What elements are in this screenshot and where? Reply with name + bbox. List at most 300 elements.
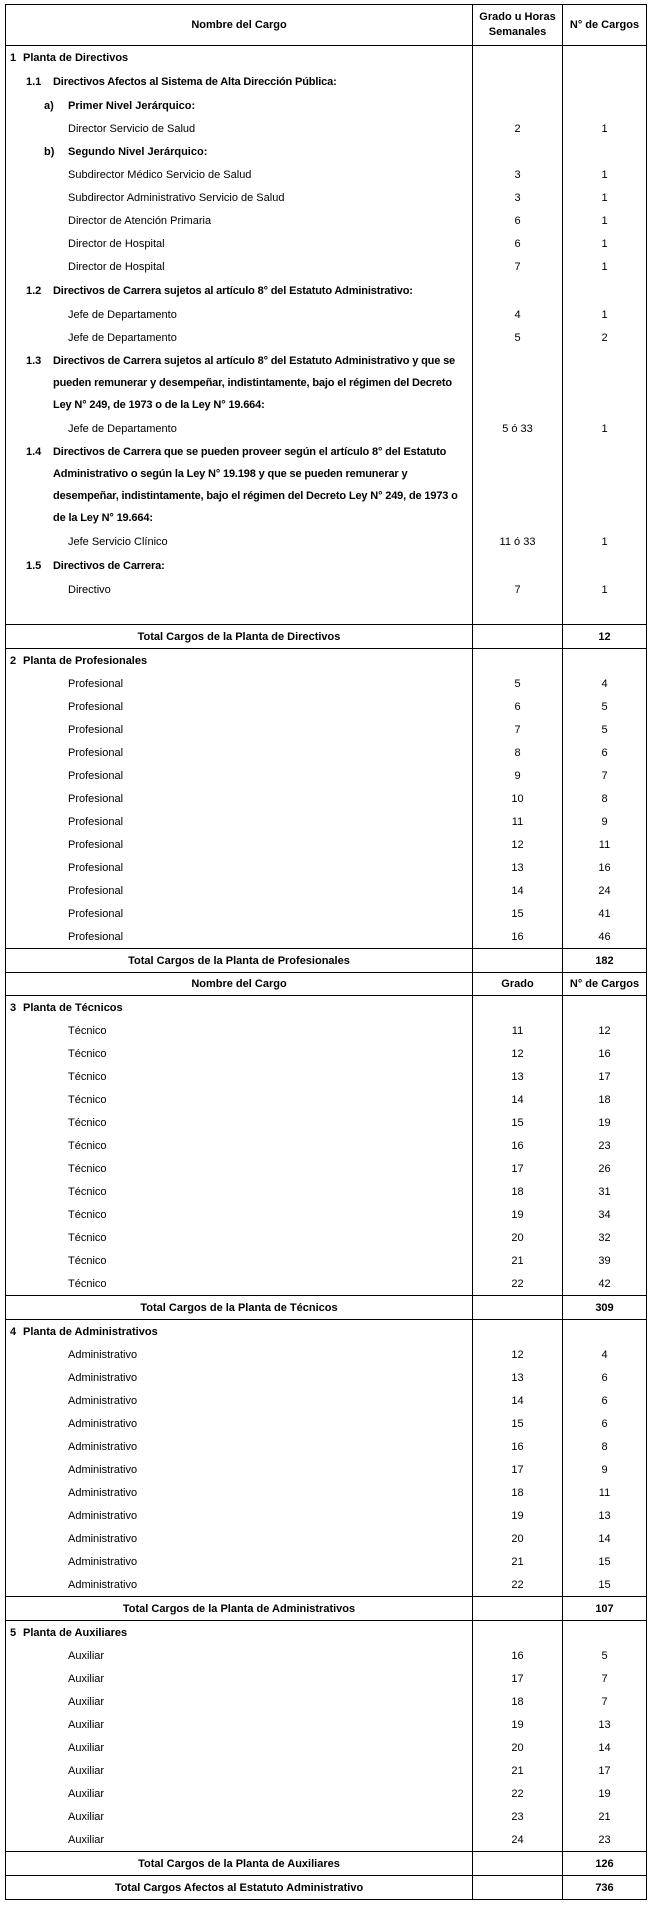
cargo-name: Auxiliar <box>6 1713 473 1736</box>
grado-value: 6 <box>473 232 563 255</box>
grado-value: 12 <box>473 833 563 856</box>
grado-value: 16 <box>473 1435 563 1458</box>
ncargos-value: 6 <box>563 1389 647 1412</box>
cargo-name: Director de Hospital <box>6 232 473 255</box>
heading-number: 1.2 <box>26 284 42 297</box>
ncargos-value: 5 <box>563 718 647 741</box>
ncargos-value: 17 <box>563 1065 647 1088</box>
empty-cell <box>563 278 647 303</box>
subsection-row <box>6 278 647 303</box>
empty-cell <box>473 1621 563 1645</box>
grado-value: 21 <box>473 1759 563 1782</box>
item-row <box>6 672 647 695</box>
grado-value: 22 <box>473 1782 563 1805</box>
staffing-table <box>5 4 647 1900</box>
subsection-row <box>6 553 647 578</box>
empty-cell <box>473 996 563 1020</box>
blank-cell <box>473 601 563 625</box>
cargo-name: Profesional <box>6 856 473 879</box>
item-row <box>6 1458 647 1481</box>
item-row <box>6 1203 647 1226</box>
ncargos-value: 1 <box>563 232 647 255</box>
heading-label: Directivos Afectos al Sistema de Alta Dirección Pública: <box>53 75 337 88</box>
grado-value: 13 <box>473 1366 563 1389</box>
total-label: Total Cargos de la Planta de Directivos <box>6 625 473 649</box>
item-row <box>6 833 647 856</box>
total-value: 182 <box>563 949 647 973</box>
item-row <box>6 1550 647 1573</box>
blank-cell <box>563 601 647 625</box>
grado-value: 5 <box>473 326 563 349</box>
cargo-name: Auxiliar <box>6 1828 473 1852</box>
cargo-name: Subdirector Administrativo Servicio de Salud <box>6 186 473 209</box>
heading-label: Segundo Nivel Jerárquico: <box>68 145 208 158</box>
ncargos-value: 16 <box>563 856 647 879</box>
cargo-name: Auxiliar <box>6 1690 473 1713</box>
heading-cell <box>6 278 473 303</box>
cargo-name: Director de Hospital <box>6 255 473 278</box>
item-row <box>6 578 647 601</box>
grado-value: 11 <box>473 810 563 833</box>
empty-cell <box>563 69 647 94</box>
item-row <box>6 1042 647 1065</box>
empty-cell <box>473 278 563 303</box>
heading-wrap <box>10 47 472 69</box>
empty-cell <box>563 1320 647 1344</box>
item-row <box>6 1667 647 1690</box>
ncargos-value: 41 <box>563 902 647 925</box>
ncargos-value: 24 <box>563 879 647 902</box>
cargo-name: Técnico <box>6 1065 473 1088</box>
heading-number: 3 <box>10 1001 17 1014</box>
grado-value: 6 <box>473 209 563 232</box>
ncargos-value: 11 <box>563 833 647 856</box>
grado-value: 19 <box>473 1504 563 1527</box>
total-value: 126 <box>563 1852 647 1876</box>
heading-wrap <box>10 997 472 1019</box>
grado-value: 24 <box>473 1828 563 1852</box>
grado-value: 7 <box>473 718 563 741</box>
item-row <box>6 1573 647 1597</box>
heading-cell <box>6 46 473 70</box>
heading-number: 1.3 <box>26 355 42 367</box>
grado-value: 5 ó 33 <box>473 417 563 440</box>
empty-cell <box>563 649 647 673</box>
total-grado-cell <box>473 949 563 973</box>
ncargos-value: 17 <box>563 1759 647 1782</box>
ncargos-value: 9 <box>563 1458 647 1481</box>
cargo-name: Profesional <box>6 879 473 902</box>
cargo-name: Profesional <box>6 718 473 741</box>
col-header-nombre <box>6 5 473 46</box>
ncargos-value: 9 <box>563 810 647 833</box>
heading-cell <box>6 349 473 417</box>
subsection-row <box>6 69 647 94</box>
total-row <box>6 1852 647 1876</box>
cargo-name: Técnico <box>6 1088 473 1111</box>
total-grado-cell <box>473 1296 563 1320</box>
grado-value: 18 <box>473 1481 563 1504</box>
heading-label: Planta de Profesionales <box>23 654 148 667</box>
cargo-name: Administrativo <box>6 1550 473 1573</box>
grado-value: 14 <box>473 1389 563 1412</box>
total-label: Total Cargos Afectos al Estatuto Administrativo <box>6 1876 473 1900</box>
item-row <box>6 303 647 326</box>
heading-label: Planta de Técnicos <box>23 1001 123 1014</box>
ncargos-value: 7 <box>563 764 647 787</box>
subsection-row <box>6 440 647 530</box>
cargo-name: Subdirector Médico Servicio de Salud <box>6 163 473 186</box>
grado-value: 13 <box>473 1065 563 1088</box>
spacer-row <box>6 601 647 625</box>
empty-cell <box>563 46 647 70</box>
ncargos-value: 14 <box>563 1527 647 1550</box>
cargo-name: Profesional <box>6 741 473 764</box>
ncargos-value: 31 <box>563 1180 647 1203</box>
grado-value: 18 <box>473 1690 563 1713</box>
empty-cell <box>473 140 563 163</box>
grado-value: 11 ó 33 <box>473 530 563 553</box>
heading-wrap <box>26 441 472 529</box>
heading-label: Directivos de Carrera sujetos al artículo 8° del Estatuto Administrativo y que se pueden remunerar y desempeñar, indistintamente, bajo el régimen del Decreto Ley N° 249, de 1973 o de la Ley N° 19.664: <box>53 355 456 411</box>
grado-value: 15 <box>473 1412 563 1435</box>
total-label: Total Cargos de la Planta de Administrativos <box>6 1597 473 1621</box>
ncargos-value: 1 <box>563 303 647 326</box>
grado-value: 19 <box>473 1713 563 1736</box>
grado-value: 16 <box>473 1644 563 1667</box>
heading-wrap <box>26 350 472 416</box>
ncargos-value: 39 <box>563 1249 647 1272</box>
cargo-name: Profesional <box>6 787 473 810</box>
ncargos-value: 11 <box>563 1481 647 1504</box>
item-row <box>6 530 647 553</box>
cargo-name: Administrativo <box>6 1504 473 1527</box>
empty-cell <box>473 69 563 94</box>
item-row <box>6 209 647 232</box>
grado-value: 7 <box>473 578 563 601</box>
empty-cell <box>473 94 563 117</box>
heading-wrap <box>10 650 472 672</box>
section-row <box>6 46 647 70</box>
grado-value: 6 <box>473 695 563 718</box>
col-header-grado-line1: Grado u Horas <box>479 11 556 23</box>
total-row <box>6 1597 647 1621</box>
table-header <box>6 5 647 46</box>
cargo-name: Profesional <box>6 925 473 949</box>
item-row <box>6 1157 647 1180</box>
ncargos-value: 7 <box>563 1667 647 1690</box>
ncargos-value: 46 <box>563 925 647 949</box>
empty-cell <box>563 349 647 417</box>
col-header-grado <box>473 5 563 46</box>
item-row <box>6 879 647 902</box>
grado-value: 3 <box>473 163 563 186</box>
ncargos-value: 4 <box>563 1343 647 1366</box>
col-header-nombre-label: Nombre del Cargo <box>191 18 287 31</box>
col-header-ncargos-label: N° de Cargos <box>569 18 640 31</box>
cargo-name: Técnico <box>6 1019 473 1042</box>
item-row <box>6 1828 647 1852</box>
grado-value: 13 <box>473 856 563 879</box>
grado-value: 16 <box>473 1134 563 1157</box>
grado-value: 18 <box>473 1180 563 1203</box>
ncargos-value: 5 <box>563 1644 647 1667</box>
total-grado-cell <box>473 625 563 649</box>
total-grado-cell <box>473 1876 563 1900</box>
ncargos-value: 19 <box>563 1782 647 1805</box>
ncargos-value: 1 <box>563 578 647 601</box>
grado-value: 8 <box>473 741 563 764</box>
item-row <box>6 232 647 255</box>
item-row <box>6 1019 647 1042</box>
cargo-name: Técnico <box>6 1042 473 1065</box>
item-row <box>6 1690 647 1713</box>
ncargos-value: 8 <box>563 787 647 810</box>
total-value: 107 <box>563 1597 647 1621</box>
ncargos-value: 34 <box>563 1203 647 1226</box>
grado-value: 21 <box>473 1249 563 1272</box>
cargo-name: Profesional <box>6 833 473 856</box>
item-row <box>6 718 647 741</box>
empty-cell <box>563 140 647 163</box>
item-row <box>6 1366 647 1389</box>
ncargos-value: 1 <box>563 163 647 186</box>
item-row <box>6 255 647 278</box>
item-row <box>6 1065 647 1088</box>
empty-cell <box>563 440 647 530</box>
ncargos-value: 21 <box>563 1805 647 1828</box>
ncargos-value: 18 <box>563 1088 647 1111</box>
heading-wrap <box>26 280 472 302</box>
cargo-name: Auxiliar <box>6 1782 473 1805</box>
grado-value: 20 <box>473 1527 563 1550</box>
total-value: 12 <box>563 625 647 649</box>
ncargos-value: 13 <box>563 1504 647 1527</box>
grado-value: 15 <box>473 1111 563 1134</box>
grado-value: 12 <box>473 1343 563 1366</box>
heading-label: Directivos de Carrera: <box>53 559 165 572</box>
item-row <box>6 902 647 925</box>
item-row <box>6 1226 647 1249</box>
ncargos-value: 26 <box>563 1157 647 1180</box>
empty-cell <box>473 440 563 530</box>
item-row <box>6 856 647 879</box>
cargo-name: Auxiliar <box>6 1805 473 1828</box>
cargo-name: Administrativo <box>6 1481 473 1504</box>
cargo-name: Profesional <box>6 672 473 695</box>
empty-cell <box>563 1621 647 1645</box>
heading-cell <box>6 140 473 163</box>
grand-total-row <box>6 1876 647 1900</box>
total-grado-cell <box>473 1597 563 1621</box>
empty-cell <box>473 553 563 578</box>
cargo-name: Profesional <box>6 764 473 787</box>
empty-cell <box>563 94 647 117</box>
grado-value: 10 <box>473 787 563 810</box>
heading-number: 1 <box>10 51 17 64</box>
section-row <box>6 1621 647 1645</box>
ncargos-value: 1 <box>563 255 647 278</box>
heading-wrap <box>44 141 472 163</box>
heading-label: Planta de Directivos <box>23 51 129 64</box>
cargo-name: Auxiliar <box>6 1667 473 1690</box>
subsection-row <box>6 349 647 417</box>
cargo-name: Administrativo <box>6 1458 473 1481</box>
item-row <box>6 1504 647 1527</box>
cargo-name: Auxiliar <box>6 1736 473 1759</box>
cargo-name: Directivo <box>6 578 473 601</box>
grado-value: 5 <box>473 672 563 695</box>
ncargos-value: 14 <box>563 1736 647 1759</box>
empty-cell <box>563 996 647 1020</box>
grado-value: 17 <box>473 1458 563 1481</box>
ncargos-value: 12 <box>563 1019 647 1042</box>
cargo-name: Técnico <box>6 1180 473 1203</box>
ncargos-value: 1 <box>563 209 647 232</box>
col-header-grado-line2: Semanales <box>488 26 547 38</box>
grado-value: 3 <box>473 186 563 209</box>
cargo-name: Técnico <box>6 1272 473 1296</box>
cargo-name: Jefe Servicio Clínico <box>6 530 473 553</box>
item-row <box>6 1180 647 1203</box>
heading-label: Directivos de Carrera que se pueden proveer según el artículo 8° del Estatuto Administrativo o según la Ley N° 19.198 y que se pueden remunerar y desempeñar, indistintamente, bajo el régimen del Decreto Ley N° 249, de 1973 o de la Ley N° 19.664: <box>53 446 458 524</box>
ncargos-value: 7 <box>563 1690 647 1713</box>
cargo-name: Auxiliar <box>6 1759 473 1782</box>
item-row <box>6 417 647 440</box>
grado-value: 4 <box>473 303 563 326</box>
item-row <box>6 1412 647 1435</box>
cargo-name: Administrativo <box>6 1435 473 1458</box>
heading-number: 1.4 <box>26 446 42 458</box>
grado-value: 12 <box>473 1042 563 1065</box>
grado-value: 22 <box>473 1573 563 1597</box>
grado-value: 20 <box>473 1736 563 1759</box>
item-row <box>6 1111 647 1134</box>
cargo-name: Administrativo <box>6 1366 473 1389</box>
heading-label: Planta de Administrativos <box>23 1325 158 1338</box>
ncargos-value: 1 <box>563 530 647 553</box>
cargo-name: Administrativo <box>6 1527 473 1550</box>
grado-value: 2 <box>473 117 563 140</box>
blank-cell <box>6 601 473 625</box>
mid-header-row <box>6 973 647 996</box>
ncargos-value: 1 <box>563 117 647 140</box>
item-row <box>6 1435 647 1458</box>
grado-value: 14 <box>473 1088 563 1111</box>
grado-value: 17 <box>473 1667 563 1690</box>
item-row <box>6 1134 647 1157</box>
heading-cell <box>6 1320 473 1344</box>
cargo-name: Administrativo <box>6 1412 473 1435</box>
heading-wrap <box>44 95 472 117</box>
grado-value: 9 <box>473 764 563 787</box>
ncargos-value: 1 <box>563 417 647 440</box>
item-row <box>6 1736 647 1759</box>
cargo-name: Técnico <box>6 1157 473 1180</box>
item-row <box>6 925 647 949</box>
cargo-name: Técnico <box>6 1226 473 1249</box>
ncargos-value: 23 <box>563 1828 647 1852</box>
item-row <box>6 695 647 718</box>
ncargos-value: 6 <box>563 1366 647 1389</box>
ncargos-value: 23 <box>563 1134 647 1157</box>
mid-header-ncargos: N° de Cargos <box>563 973 647 996</box>
cargo-name: Técnico <box>6 1203 473 1226</box>
ncargos-value: 4 <box>563 672 647 695</box>
grado-value: 23 <box>473 1805 563 1828</box>
item-row <box>6 163 647 186</box>
item-row <box>6 1343 647 1366</box>
item-row <box>6 787 647 810</box>
heading-wrap <box>26 555 472 577</box>
item-row <box>6 326 647 349</box>
heading-cell <box>6 94 473 117</box>
empty-cell <box>473 649 563 673</box>
ncargos-value: 16 <box>563 1042 647 1065</box>
total-value: 309 <box>563 1296 647 1320</box>
heading-number: 5 <box>10 1626 17 1639</box>
item-row <box>6 810 647 833</box>
item-row <box>6 1527 647 1550</box>
grado-value: 11 <box>473 1019 563 1042</box>
item-row <box>6 186 647 209</box>
cargo-name: Jefe de Departamento <box>6 417 473 440</box>
item-row <box>6 1805 647 1828</box>
heading-label: Planta de Auxiliares <box>23 1626 128 1639</box>
ncargos-value: 5 <box>563 695 647 718</box>
item-row <box>6 1759 647 1782</box>
heading-label: Primer Nivel Jerárquico: <box>68 99 196 112</box>
heading-wrap <box>10 1622 472 1644</box>
cargo-name: Administrativo <box>6 1389 473 1412</box>
total-label: Total Cargos de la Planta de Profesionales <box>6 949 473 973</box>
cargo-name: Administrativo <box>6 1573 473 1597</box>
cargo-name: Administrativo <box>6 1343 473 1366</box>
empty-cell <box>563 553 647 578</box>
item-row <box>6 117 647 140</box>
cargo-name: Director de Atención Primaria <box>6 209 473 232</box>
item-row <box>6 1272 647 1296</box>
grado-value: 14 <box>473 879 563 902</box>
grado-value: 21 <box>473 1550 563 1573</box>
heading-cell <box>6 996 473 1020</box>
ncargos-value: 6 <box>563 741 647 764</box>
cargo-name: Profesional <box>6 695 473 718</box>
letter-row <box>6 140 647 163</box>
section-row <box>6 996 647 1020</box>
empty-cell <box>473 349 563 417</box>
section-row <box>6 649 647 673</box>
ncargos-value: 6 <box>563 1412 647 1435</box>
item-row <box>6 1249 647 1272</box>
mid-header-nombre: Nombre del Cargo <box>6 973 473 996</box>
heading-number: a) <box>44 99 54 112</box>
total-label: Total Cargos de la Planta de Técnicos <box>6 1296 473 1320</box>
item-row <box>6 741 647 764</box>
heading-cell <box>6 1621 473 1645</box>
item-row <box>6 1782 647 1805</box>
heading-number: 1.1 <box>26 75 42 88</box>
total-grado-cell <box>473 1852 563 1876</box>
item-row <box>6 1389 647 1412</box>
item-row <box>6 1088 647 1111</box>
grado-value: 22 <box>473 1272 563 1296</box>
heading-number: 1.5 <box>26 559 42 572</box>
grado-value: 17 <box>473 1157 563 1180</box>
heading-cell <box>6 553 473 578</box>
ncargos-value: 1 <box>563 186 647 209</box>
heading-cell <box>6 69 473 94</box>
